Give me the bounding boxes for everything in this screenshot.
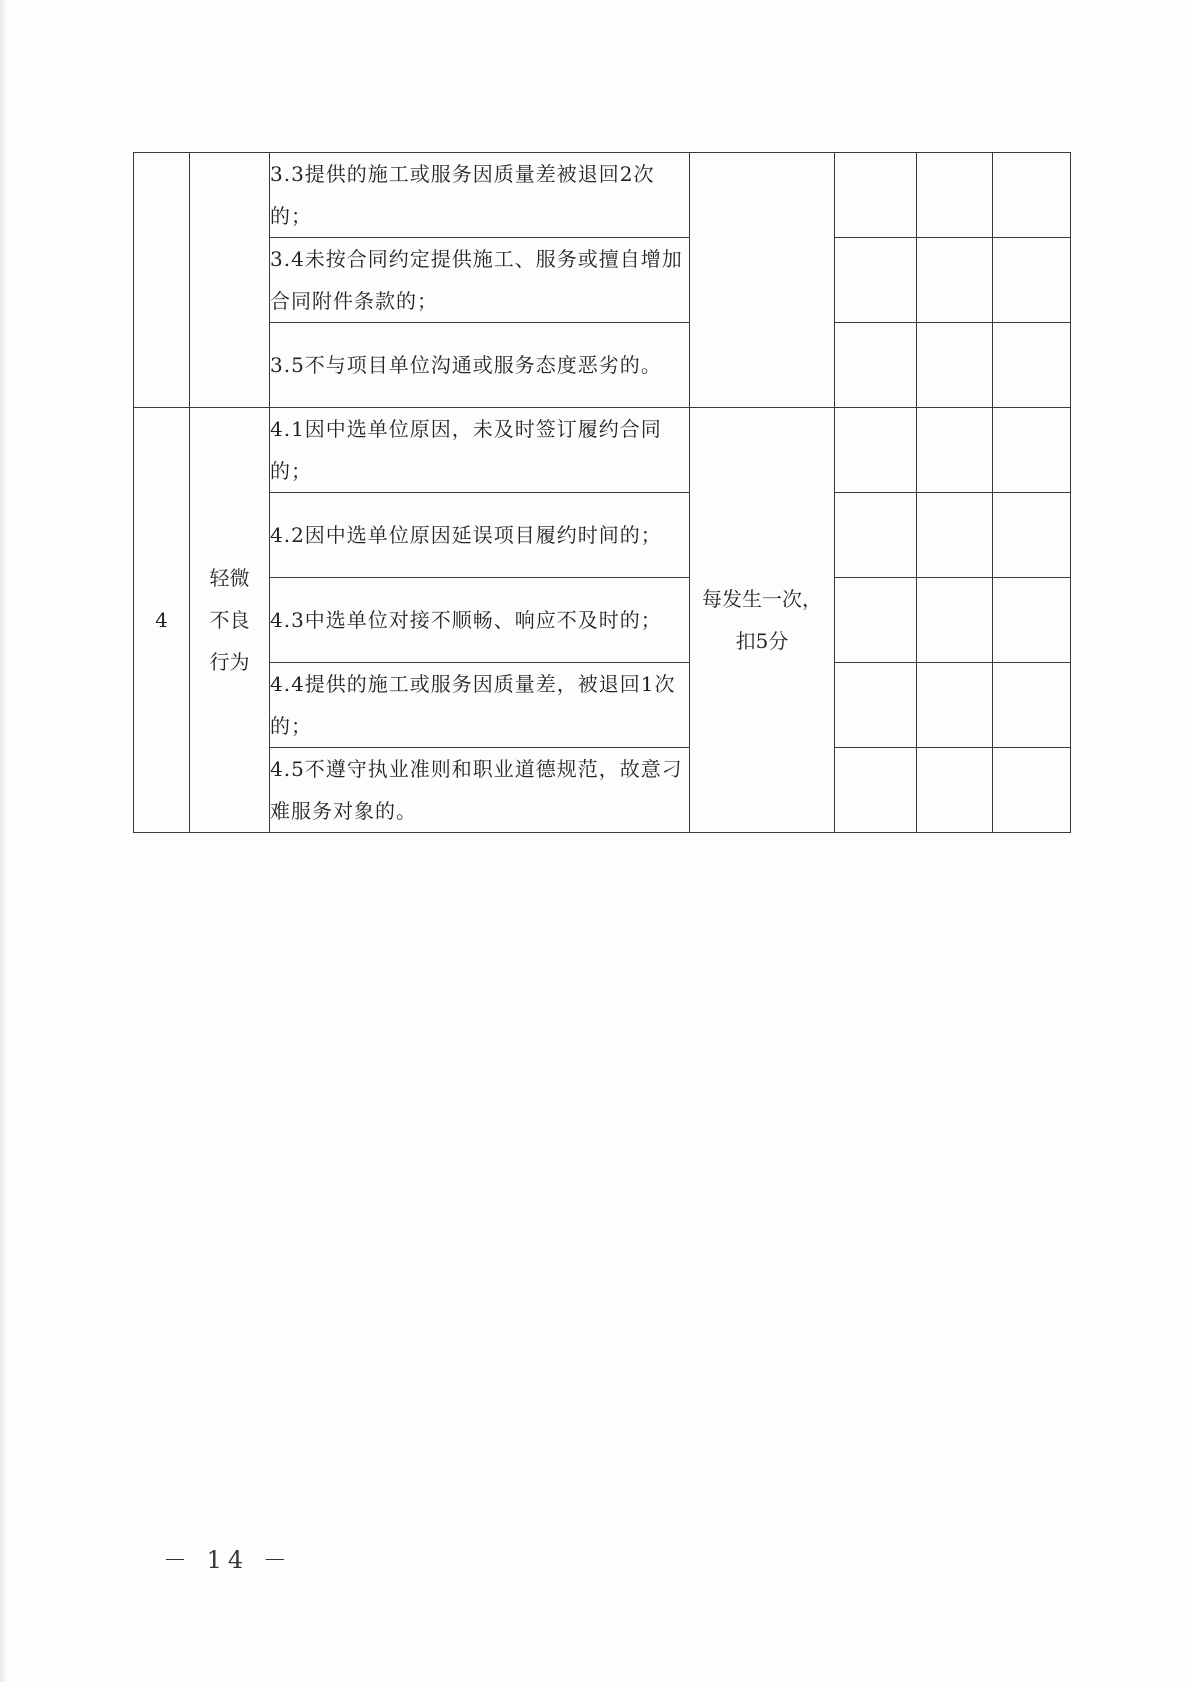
blank-cell bbox=[993, 748, 1071, 833]
blank-cell bbox=[835, 238, 917, 323]
blank-cell bbox=[993, 153, 1071, 238]
blank-cell bbox=[917, 748, 993, 833]
item-3-5: 3.5不与项目单位沟通或服务态度恶劣的。 bbox=[270, 323, 690, 408]
blank-cell bbox=[917, 578, 993, 663]
item-4-2: 4.2因中选单位原因延误项目履约时间的； bbox=[270, 493, 690, 578]
number-cell-empty bbox=[134, 153, 190, 408]
table-row bbox=[134, 748, 1071, 833]
page-number: － 14 － bbox=[163, 1546, 293, 1574]
blank-cell bbox=[835, 323, 917, 408]
blank-cell bbox=[835, 493, 917, 578]
table-row bbox=[134, 578, 1071, 663]
blank-cell bbox=[835, 153, 917, 238]
item-3-3: 3.3提供的施工或服务因质量差被退回2次的； bbox=[270, 153, 690, 238]
category-line: 不良 bbox=[209, 608, 250, 632]
item-4-3: 4.3中选单位对接不顺畅、响应不及时的； bbox=[270, 578, 690, 663]
item-4-1: 4.1因中选单位原因，未及时签订履约合同的； bbox=[270, 408, 690, 493]
group-number: 4 bbox=[134, 408, 190, 833]
category-cell-empty bbox=[190, 153, 270, 408]
table-row bbox=[134, 153, 1071, 238]
table-row bbox=[134, 323, 1071, 408]
blank-cell bbox=[835, 663, 917, 748]
table-row bbox=[134, 408, 1071, 493]
item-4-5: 4.5不遵守执业准则和职业道德规范，故意刁难服务对象的。 bbox=[270, 748, 690, 833]
blank-cell bbox=[835, 408, 917, 493]
blank-cell bbox=[993, 578, 1071, 663]
group-score-rule bbox=[690, 408, 835, 833]
table-row bbox=[134, 663, 1071, 748]
blank-cell bbox=[993, 493, 1071, 578]
score-line: 每发生一次， bbox=[702, 587, 822, 611]
scan-edge-shadow bbox=[0, 0, 8, 1682]
blank-cell bbox=[835, 578, 917, 663]
table-row bbox=[134, 493, 1071, 578]
category-line: 行为 bbox=[209, 650, 250, 674]
score-cell-empty bbox=[690, 153, 835, 408]
score-line: 扣5分 bbox=[735, 629, 789, 653]
blank-cell bbox=[993, 238, 1071, 323]
blank-cell bbox=[917, 663, 993, 748]
blank-cell bbox=[917, 153, 993, 238]
blank-cell bbox=[917, 408, 993, 493]
item-3-4: 3.4未按合同约定提供施工、服务或擅自增加合同附件条款的； bbox=[270, 238, 690, 323]
evaluation-table bbox=[133, 152, 1071, 833]
blank-cell bbox=[993, 663, 1071, 748]
category-line: 轻微 bbox=[209, 566, 250, 590]
table-row bbox=[134, 238, 1071, 323]
blank-cell bbox=[917, 493, 993, 578]
blank-cell bbox=[835, 748, 917, 833]
blank-cell bbox=[993, 408, 1071, 493]
blank-cell bbox=[993, 323, 1071, 408]
blank-cell bbox=[917, 238, 993, 323]
item-4-4: 4.4提供的施工或服务因质量差，被退回1次的； bbox=[270, 663, 690, 748]
blank-cell bbox=[917, 323, 993, 408]
group-category bbox=[190, 408, 270, 833]
